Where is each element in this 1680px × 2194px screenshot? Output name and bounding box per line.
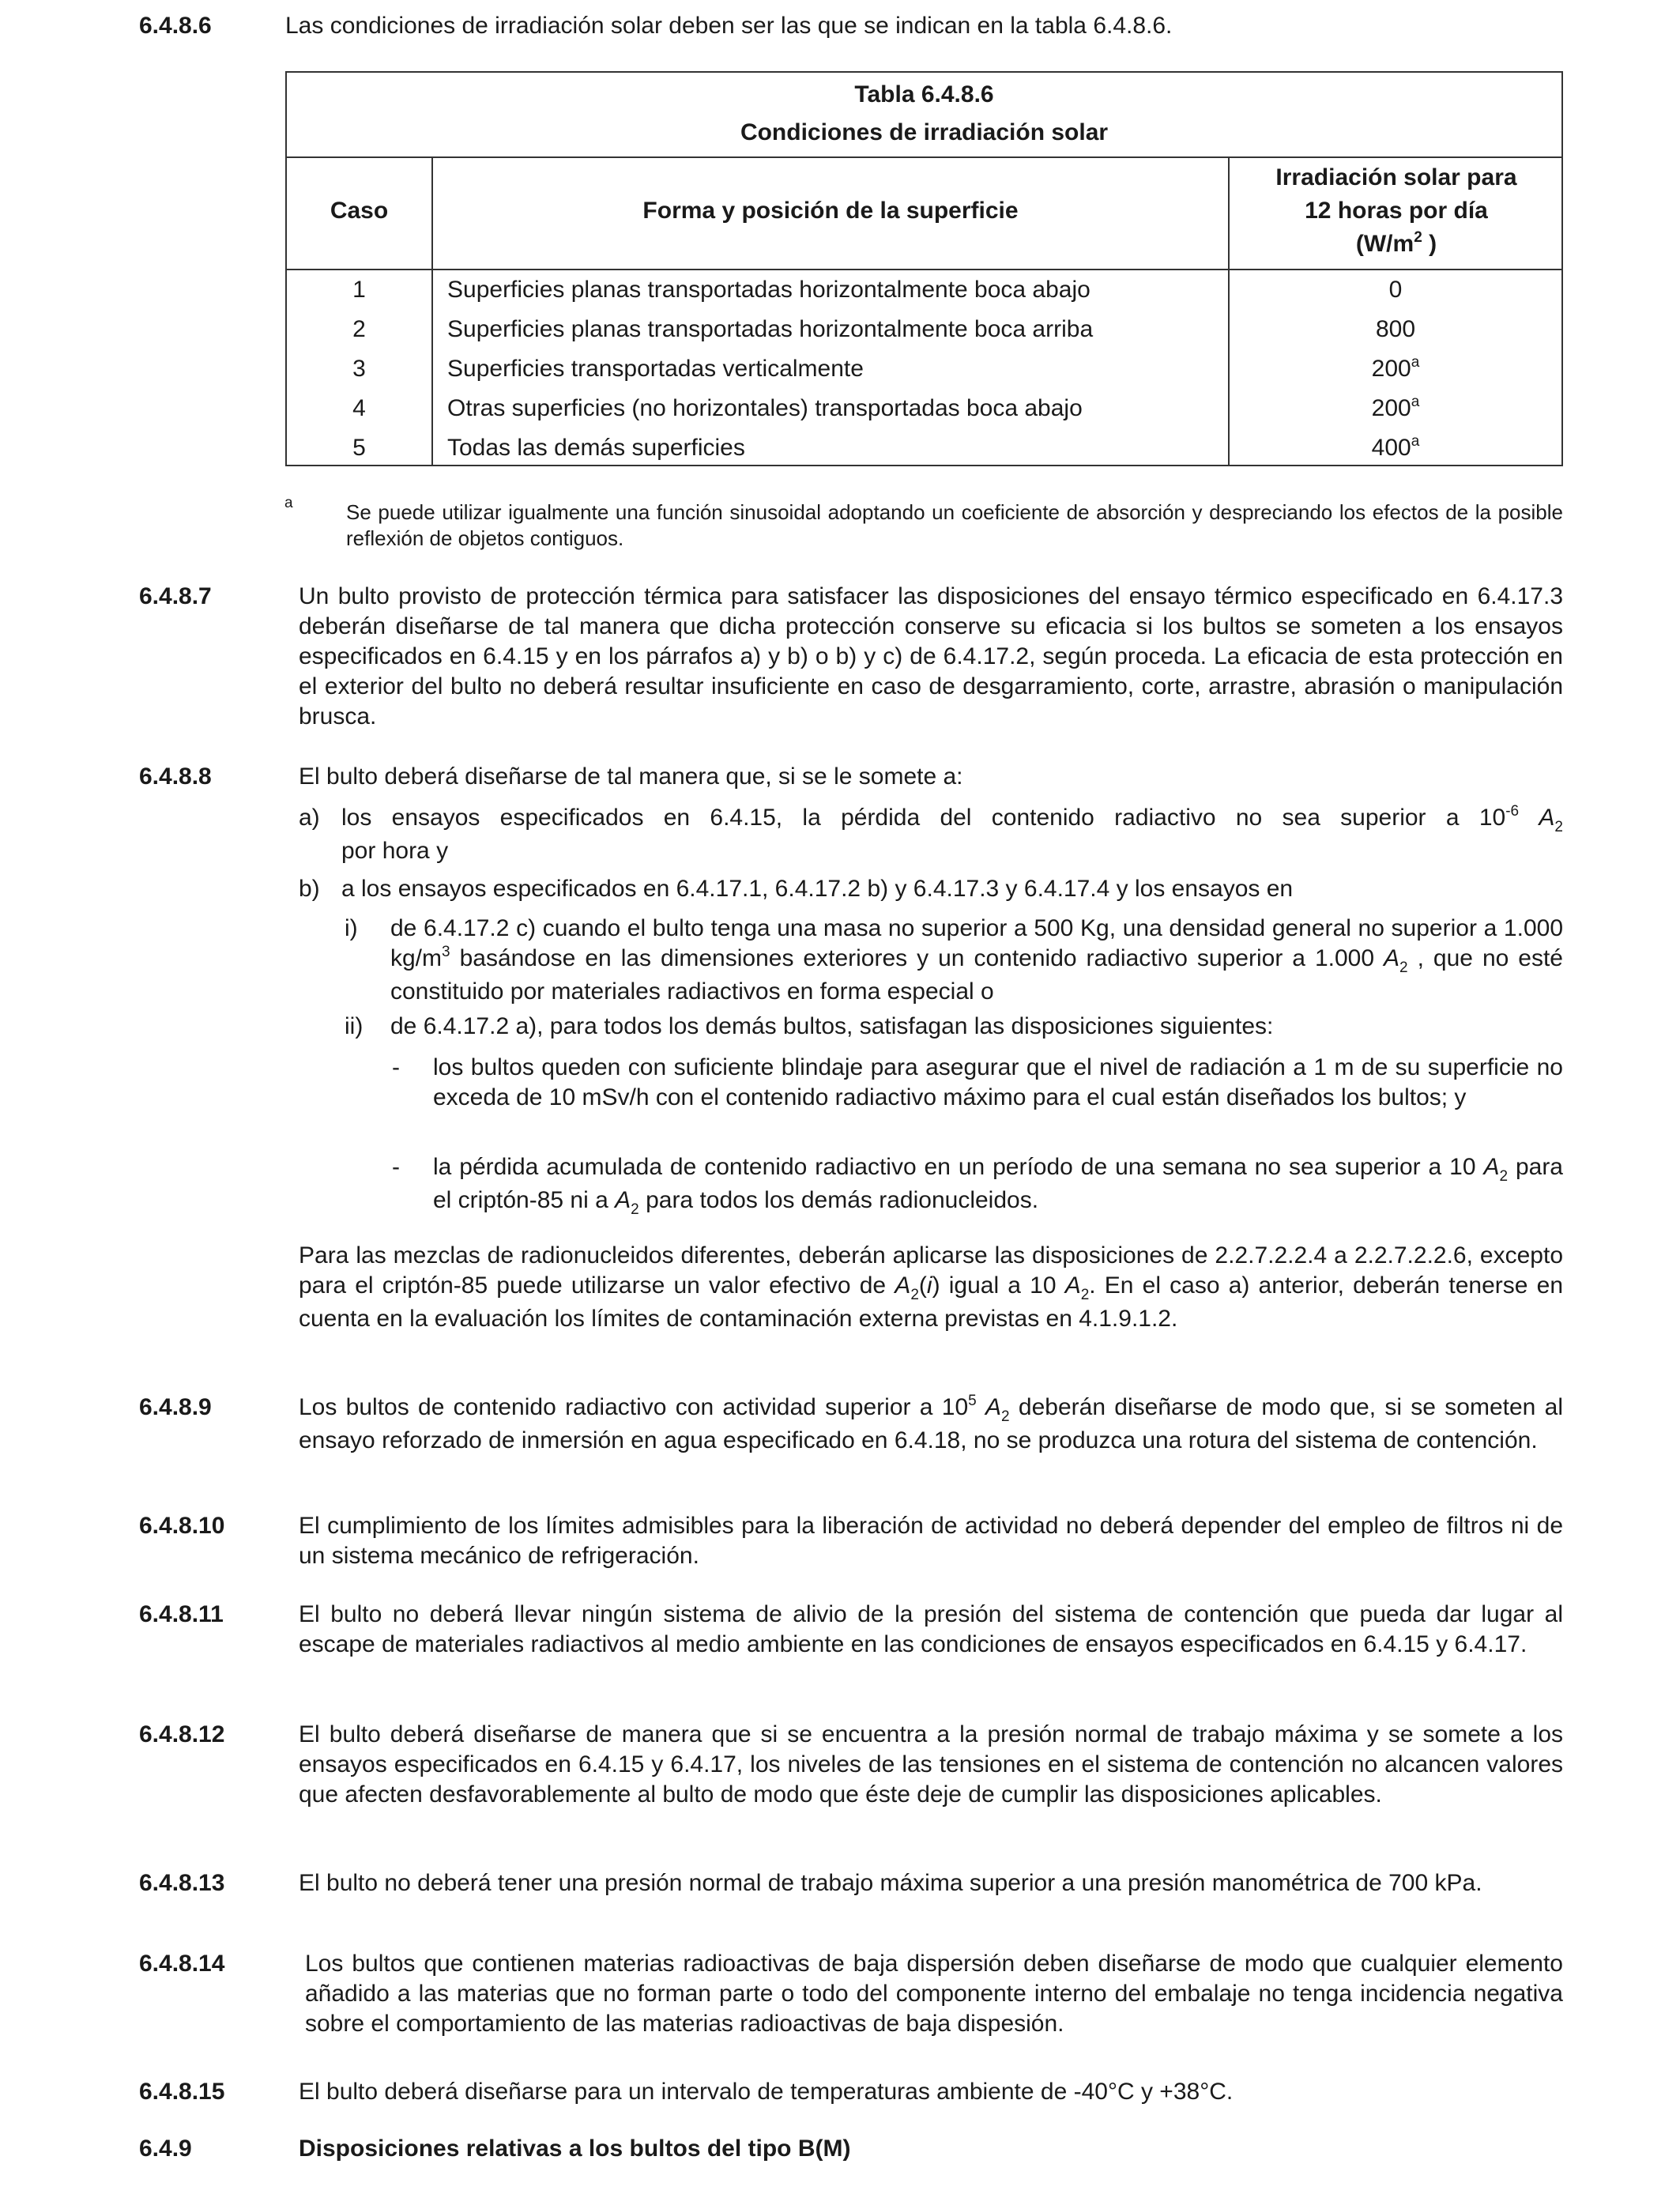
section-number-6-4-9: 6.4.9 xyxy=(139,2136,192,2162)
table-row xyxy=(287,428,1561,468)
table-cell-caso: 3 xyxy=(352,356,366,382)
table-cell-desc: Otras superficies (no horizontales) transportadas boca abajo xyxy=(447,395,1083,421)
section-heading-6-4-9: Disposiciones relativas a los bultos del tipo B(M) xyxy=(299,2136,851,2162)
section-number-6-4-8-11: 6.4.8.11 xyxy=(139,1601,224,1627)
section-number-6-4-8-14: 6.4.8.14 xyxy=(139,1951,225,1977)
list-label-ii: ii) xyxy=(345,1013,363,1039)
section-text-6-4-8-12: El bulto deberá diseñarse de manera que si se encuentra a la presión normal de trabajo máxima y se somete a los ensayos especificados en 6.4.15 y 6.4.17, los niveles de las tensiones en el sistema de contención no alcancen valores que afecten desfavorablemente al bulto de modo que éste deje de cumplir las disposiciones aplicables. xyxy=(299,1721,1563,1808)
section-intro-6-4-8-8: El bulto deberá diseñarse de tal manera que, si se le somete a: xyxy=(299,763,963,790)
table-row xyxy=(287,389,1561,428)
section-number-6-4-8-7: 6.4.8.7 xyxy=(139,583,212,609)
table-cell-value: 200$^a$ xyxy=(1371,354,1420,382)
table-subtitle: Condiciones de irradiación solar xyxy=(740,119,1109,145)
list-item-a: los ensayos especificados en 6.4.15, la pérdida del contenido radiactivo no sea superior a $10^{-6}$ $A_2$ por hora y xyxy=(341,803,1563,864)
table-title: Tabla 6.4.8.6 xyxy=(854,81,994,107)
table-row xyxy=(287,310,1561,349)
table-footnote: Se puede utilizar igualmente una función sinusoidal adoptando un coeficiente de absorción y despreciando los efectos de la posible reflexión de objetos contiguos. xyxy=(346,500,1563,550)
section-number-6-4-8-12: 6.4.8.12 xyxy=(139,1721,225,1747)
table-cell-caso: 1 xyxy=(352,277,366,303)
column-header-irradiacion xyxy=(1230,161,1563,264)
list-item-ii: de 6.4.17.2 a), para todos los demás bultos, satisfagan las disposiciones siguientes: xyxy=(390,1013,1274,1039)
section-text-6-4-8-6: Las condiciones de irradiación solar deben ser las que se indican en la tabla 6.4.8.6. xyxy=(285,13,1173,39)
dash-bullet: - xyxy=(392,1154,400,1180)
table-rule xyxy=(287,156,1561,158)
mixtures-paragraph: Para las mezclas de radionucleidos diferentes, deberán aplicarse las disposiciones de 2.2.7.2.2.4 a 2.2.7.2.2.6, excepto para el criptón-85 puede utilizarse un valor efectivo de $A_2(i)$ igual a 10 $A_2$. En el caso a) anterior, deberán tenerse en cuenta en la evaluación los límites de contaminación externa previstas en 4.1.9.1.2. xyxy=(299,1242,1564,1332)
list-label-b: b) xyxy=(299,876,320,902)
section-number-6-4-8-6: 6.4.8.6 xyxy=(139,13,212,39)
table-cell-caso: 5 xyxy=(352,435,366,461)
list-label-a: a) xyxy=(299,805,320,831)
table-row xyxy=(287,270,1561,310)
table-cell-value: 0 xyxy=(1388,277,1403,303)
solar-irradiation-table xyxy=(285,71,1563,466)
table-cell-desc: Todas las demás superficies xyxy=(447,435,745,461)
table-row xyxy=(287,349,1561,389)
section-text-6-4-8-13: El bulto no deberá tener una presión normal de trabajo máxima superior a una presión manométrica de 700 kPa. xyxy=(299,1870,1482,1896)
column-header-irradiacion-unit: ($W/m^2$ ) xyxy=(1355,229,1437,257)
list-item-b: a los ensayos especificados en 6.4.17.1, 6.4.17.2 b) y 6.4.17.3 y 6.4.17.4 y los ensayos en xyxy=(341,876,1294,902)
table-cell-caso: 4 xyxy=(352,395,366,421)
section-number-6-4-8-10: 6.4.8.10 xyxy=(139,1513,225,1539)
section-text-6-4-8-14: Los bultos que contienen materias radioactivas de baja dispersión deben diseñarse de modo que cualquier elemento añadido a las materias que no forman parte o todo del componente interno del embalaje no tenga incidencia negativa sobre el comportamiento de las materias radioactivas de baja dispesión. xyxy=(305,1951,1563,2037)
list-item-i: de 6.4.17.2 c) cuando el bulto tenga una masa no superior a 500 Kg, una densidad general no superior a 1.000 $kg/m^3$ basándose en las dimensiones exteriores y un contenido radiactivo superior a 1.000 $A_2$ , que no esté constituido por materiales radiactivos en forma especial o xyxy=(390,915,1563,1005)
section-number-6-4-8-13: 6.4.8.13 xyxy=(139,1870,225,1896)
dash-item-2: la pérdida acumulada de contenido radiactivo en un período de una semana no sea superior a 10 $A_2$ para el criptón-85 ni a $A_2$ para todos los demás radionucleidos. xyxy=(433,1154,1563,1218)
section-number-6-4-8-9: 6.4.8.9 xyxy=(139,1394,212,1420)
table-cell-value: 200$^a$ xyxy=(1371,394,1420,421)
list-label-i: i) xyxy=(345,915,358,941)
table-cell-desc: Superficies planas transportadas horizontalmente boca abajo xyxy=(447,277,1090,303)
section-number-6-4-8-15: 6.4.8.15 xyxy=(139,2079,225,2105)
section-text-6-4-8-10: El cumplimiento de los límites admisibles para la liberación de actividad no deberá depender del empleo de filtros ni de un sistema mecánico de refrigeración. xyxy=(299,1513,1563,1569)
section-text-6-4-8-9: Los bultos de contenido radiactivo con actividad superior a $10^5$ $A_2$ deberán diseñarse de modo que, si se someten al ensayo reforzado de inmersión en agua especificado en 6.4.18, no se produzca una rotura del sistema de contención. xyxy=(299,1393,1563,1453)
column-header-irradiacion-line2: 12 horas por día xyxy=(1305,198,1488,224)
section-text-6-4-8-7: Un bulto provisto de protección térmica para satisfacer las disposiciones del ensayo térmico especificado en 6.4.17.3 deberán diseñarse de tal manera que dicha protección conserve su eficacia si los bultos se someten a los ensayos especificados en 6.4.15 y en los párrafos a) y b) o b) y c) de 6.4.17.2, según proceda. La eficacia de esta protección en el exterior del bulto no deberá resultar insuficiente en caso de desgarramiento, corte, arrastre, abrasión o manipulación brusca. xyxy=(299,583,1563,729)
table-cell-value: 400$^a$ xyxy=(1371,433,1420,461)
dash-bullet: - xyxy=(392,1054,400,1080)
column-header-caso: Caso xyxy=(330,198,389,224)
section-number-6-4-8-8: 6.4.8.8 xyxy=(139,763,212,790)
column-header-forma: Forma y posición de la superficie xyxy=(642,198,1019,224)
column-header-irradiacion-line1: Irradiación solar para xyxy=(1275,164,1517,190)
section-text-6-4-8-11: El bulto no deberá llevar ningún sistema de alivio de la presión del sistema de contención que pueda dar lugar al escape de materiales radiactivos al medio ambiente en las condiciones de ensayos especificados en 6.4.15 y 6.4.17. xyxy=(299,1601,1563,1657)
table-cell-caso: 2 xyxy=(352,316,366,342)
footnote-mark: a xyxy=(284,495,293,511)
section-text-6-4-8-15: El bulto deberá diseñarse para un intervalo de temperaturas ambiente de -40°C y +38°C. xyxy=(299,2079,1234,2105)
table-cell-desc: Superficies transportadas verticalmente xyxy=(447,356,864,382)
table-cell-desc: Superficies planas transportadas horizontalmente boca arriba xyxy=(447,316,1094,342)
dash-item-1: los bultos queden con suficiente blindaje para asegurar que el nivel de radiación a 1 m de su superficie no exceda de 10 mSv/h con el contenido radiactivo máximo para el cual están diseñados los bultos; y xyxy=(433,1054,1563,1110)
table-cell-value: 800 xyxy=(1375,316,1416,342)
